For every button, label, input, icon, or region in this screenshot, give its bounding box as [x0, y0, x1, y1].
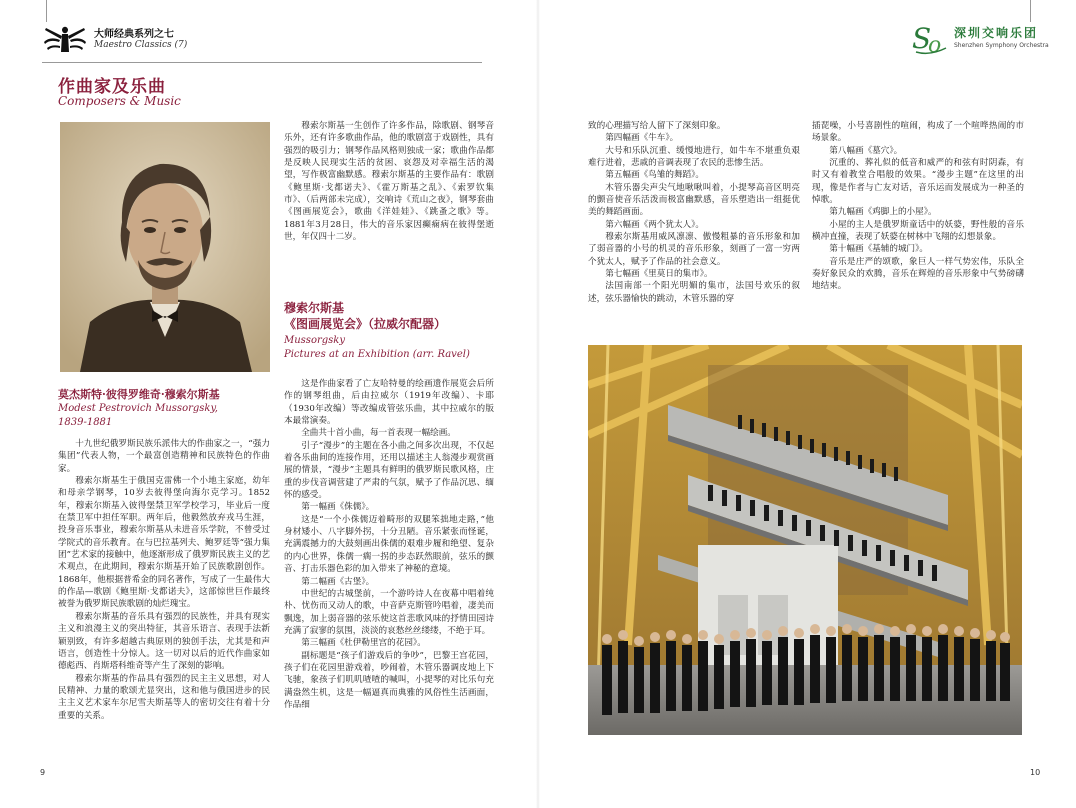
header-rule: [42, 62, 482, 63]
notes-paragraph: 小屋的主人是俄罗斯童话中的妖婆，野性般的音乐横冲直撞，表现了妖婆在树林中飞翔的幻想景象。: [812, 219, 1024, 243]
section-title-en: Composers & Music: [58, 94, 181, 108]
bio-paragraph: 穆索尔斯基的音乐具有强烈的民族性，并具有现实主义和浪漫主义的突出特征，其音乐语言、表现手法新颖别致，有许多超越古典原则的独创手法，尤其是和声语言，创造性十分惊人。这一切对以后的近代作曲家如德彪西、肖斯塔科维奇等产生了深刻的影响。: [58, 611, 270, 672]
section-title: 作曲家及乐曲: [58, 77, 166, 97]
bio-paragraph: 十九世纪俄罗斯民族乐派伟大的作曲家之一，“强力集团”代表人物，一个最富创造精神和民族特色的作曲家。: [58, 439, 270, 474]
notes-paragraph: 第八幅画《墓穴》。: [829, 145, 903, 156]
orchestra-name: 深圳交响乐团: [954, 26, 1039, 40]
bio-paragraph: 穆索尔斯基一生创作了许多作品，除歌剧、钢琴音乐外，还有许多歌曲作品，他的歌剧富于戏剧性，具有强烈的吸引力；钢琴作品风格则独成一家；歌曲作品都是反映人民现实生活的贫困、哀怨及对幸福生活的渴望，写作极富幽默感。穆索尔斯基的主要作品有：歌剧《鲍里斯·戈都诺夫》、《霍万斯基之乱》、《索罗钦集市》、（后两部未完成），交响诗《荒山之夜》，钢琴套曲《图画展览会》，歌曲《洋娃娃》、《跳蚤之歌》等。1881年3月28日，伟大的音乐家因癫痫病在彼得堡逝世，年仅四十二岁。: [284, 121, 494, 243]
orchestra-photo: [588, 345, 1022, 735]
page-spine: [536, 0, 540, 808]
orchestra-header: [910, 18, 1050, 58]
page-number-left: 9: [40, 768, 46, 777]
piece-heading: [284, 300, 504, 362]
notes-paragraph: 致的心理描写给人留下了深刻印象。: [588, 121, 726, 131]
piece-notes-column: [812, 120, 1024, 293]
page-number-right: 10: [1030, 768, 1041, 777]
series-header: [42, 22, 482, 58]
notes-paragraph: 引子“漫步”的主题在各小曲之间多次出现，不仅起着各乐曲间的连接作用，还用以描述主人翁漫步观赏画展的情景，“漫步”主题具有鲜明的俄罗斯民歌风格，庄重的步伐音调营建了严肃的气氛，赋予了作品沉思、缅怀的感受。: [284, 440, 494, 501]
notes-paragraph: 穆索尔斯基用威风凛凛、傲慢粗暴的音乐形象和加了弱音器的小号的机灵的音乐形象，刻画了一富一穷两个犹太人，赋予了作品的社会意义。: [588, 232, 800, 267]
svg-text:o: o: [928, 33, 942, 58]
piece-composer: 穆索尔斯基: [284, 301, 345, 315]
composer-name: 莫杰斯特·彼得罗维奇·穆索尔斯基: [58, 388, 220, 401]
notes-paragraph: 中世纪的古城堡前，一个游吟诗人在夜幕中唱着纯朴、忧伤而又动人的歌，中音萨克斯管吟唱着，凄美而飘逸，加上弱音器的弦乐使这首悲歌风味的抒情田园诗充满了寂寥的氛围，淡淡的哀愁丝丝缕缕，不绝于耳。: [284, 588, 494, 636]
notes-paragraph: 沉重的、葬礼似的低音和威严的和弦有时阴森，有时又有着教堂合唱般的效果。“漫步主题”在这里的出现，像是作者与亡友对话，音乐运而发展成为一种圣的悼歌。: [812, 158, 1024, 206]
notes-paragraph: 第四幅画《牛车》。: [605, 133, 679, 144]
orchestra-name-en: Shenzhen Symphony Orchestra: [954, 42, 1049, 49]
notes-paragraph: 木管乐器尖声尖气地啾啾叫着，小提琴高音区明亮的颤音使音乐活泼而极富幽默感，音乐塑造出一组挺优美的舞蹈画面。: [588, 182, 800, 218]
notes-paragraph: 插琵噪，小号喜剧性的喧闹，构成了一个喧哗热闹的市场景象。: [812, 121, 1024, 144]
bio-column: [58, 438, 270, 722]
notes-paragraph: 音乐是庄严的颂歌，象巨人一样气势宏伟，乐队全奏好象民众的欢腾，音乐在辉煌的音乐形象中气势磅礴地结束。: [812, 256, 1024, 292]
series-title: 大师经典系列之七: [94, 29, 174, 40]
series-title-en: Maestro Classics (7): [94, 40, 188, 50]
bio-paragraph: 穆索尔斯基的作品具有强烈的民主主义思想，对人民精神、力量的歌颂尤显突出，这和他与俄国进步的民主主义艺术家车尔尼雪夫斯基等人的密切交往有着十分重要的关系。: [58, 673, 270, 721]
piece-title: 《图画展览会》（拉威尔配器）: [284, 317, 447, 331]
notes-paragraph: 副标题是“孩子们游戏后的争吵”，巴黎王宫花园，孩子们在花园里游戏着，吵闹着，木管乐器调皮地上下飞驰，象孩子们叽叽喳喳的喊叫，小提琴的对比乐句充满盎然生机，这是一幅逼真而典雅的风俗性生活画面，作品细: [284, 650, 494, 710]
notes-paragraph: 全曲共十首小曲，每一首表现一幅绘画。: [301, 428, 456, 439]
bio-paragraph: 穆索尔斯基生于俄国克雷佛一个小地主家庭，幼年和母亲学钢琴，10岁去彼得堡向海尔克学习。1852年，穆索尔斯基入彼得堡禁卫军学校学习，毕业后一度在禁卫军中担任军职。两年后，他毅然放弃戎马生涯，投身音乐事业，穆索尔斯基从未进音乐学院，不曾受过学院式的音乐教育。在与巴拉基列夫、鲍罗廷等“强力集团”艺术家的接触中，他逐渐形成了俄罗斯民族主义的艺术观点，在此期间，穆索尔斯基开始了民族歌剧创作。1868年，他根据普希金的同名著作，写成了一生最伟大的作品—歌剧《鲍里斯·戈都诺夫》，这部惊世巨作最终被誉为俄罗斯民族歌剧的灿烂瑰宝。: [58, 476, 270, 610]
conductor-icon: [42, 24, 88, 54]
notes-paragraph: 第九幅画《鸡脚上的小屋》。: [829, 207, 937, 218]
crop-mark: [46, 0, 47, 22]
notes-paragraph: 第七幅画《里莫日的集市》。: [605, 269, 713, 280]
notes-paragraph: 大号和乐队沉重、缓慢地进行，如牛车不堪重负艰难行进着，悲戚的音调表现了农民的悲惨生活。: [588, 145, 800, 169]
piece-composer-en: Mussorgsky: [284, 335, 345, 346]
notes-paragraph: 第一幅画《侏儒》。: [301, 502, 375, 513]
notes-paragraph: 这是“一个小侏儒迈着畸形的双腿笨拙地走路，”他身材矮小、八字脚外拐，十分丑陋。音乐紧张而怪诞，充满震撼力的大鼓刻画出侏儒的艰难步履和绝望、复杂的内心世界，侏儒一瘸一拐的步态跃然眼前，弦乐的颤音、打击乐器色彩的加入带来了神秘的意境。: [284, 514, 494, 575]
piece-notes-column: [284, 378, 494, 711]
notes-paragraph: 法国南部一个阳光明媚的集市，法国号欢乐的叙述，弦乐器愉快的跳动，木管乐器的穿: [588, 281, 800, 304]
composer-name-en-line: Modest Pestrovich Mussorgsky,: [58, 403, 218, 414]
svg-text:S: S: [912, 22, 932, 55]
notes-paragraph: 第五幅画《鸟雏的舞蹈》。: [605, 170, 705, 181]
notes-paragraph: 这是作曲家看了亡友哈特曼的绘画遗作展览会后所作的钢琴组曲，后由拉威尔（1919年改编）、卡耶（1930年改编）等改编成管弦乐曲，其中拉威尔的版本最常演奏。: [284, 379, 494, 427]
notes-paragraph: 第三幅画《杜伊勒里宫的花园》。: [301, 638, 426, 649]
composer-years: 1839-1881: [58, 417, 113, 428]
notes-paragraph: 第六幅画《两个犹太人》。: [605, 219, 705, 230]
notes-paragraph: 第十幅画《基辅的城门》。: [829, 244, 929, 255]
piece-title-en: Pictures at an Exhibition (arr. Ravel): [284, 349, 470, 360]
bio-column-continued: [284, 120, 494, 243]
composer-name-en: [58, 402, 278, 430]
composer-portrait: [60, 122, 270, 372]
piece-notes-column: [588, 120, 800, 305]
so-logo-icon: [910, 18, 950, 58]
notes-paragraph: 第二幅画《古堡》。: [301, 576, 375, 587]
